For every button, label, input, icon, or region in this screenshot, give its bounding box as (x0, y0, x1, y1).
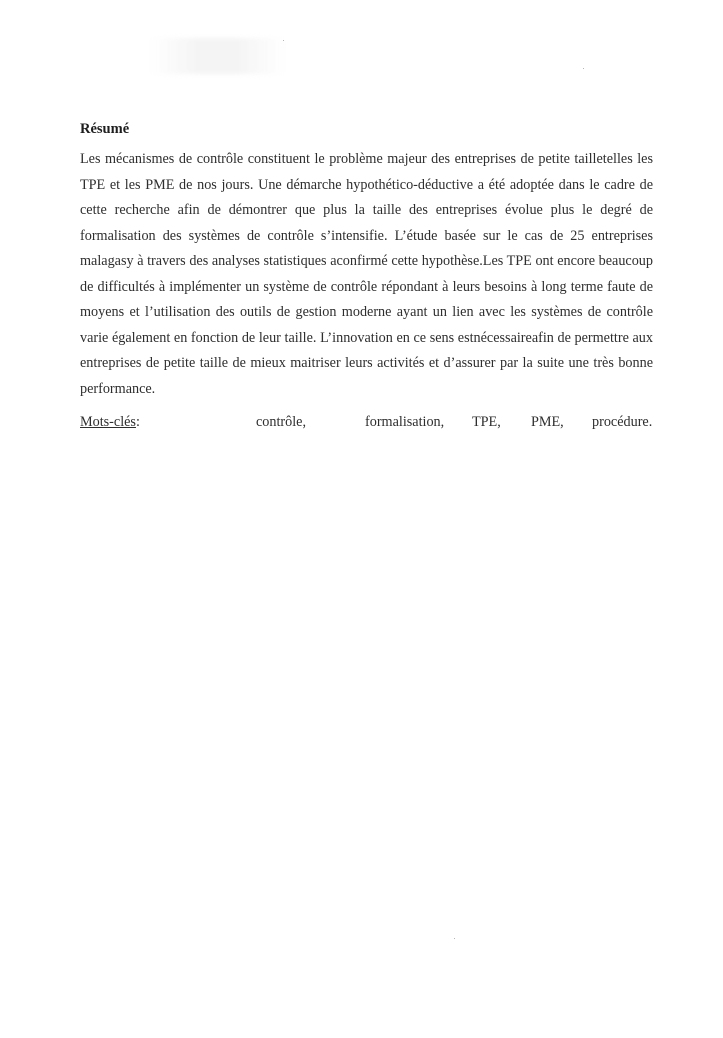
scan-speck (283, 40, 284, 41)
scan-speck (454, 938, 455, 939)
scan-speck (583, 68, 584, 69)
keyword-item: contrôle, (256, 414, 307, 430)
keywords-separator: : (135, 414, 140, 430)
abstract-heading: Résumé (80, 121, 130, 137)
keyword-item: formalisation, (365, 414, 445, 430)
keywords-label (80, 414, 140, 431)
keyword-item: PME, (531, 414, 564, 430)
keyword-item: TPE, (472, 414, 501, 430)
abstract-body: Les mécanismes de contrôle constituent le problème majeur des entreprises de petite tailletelles les TPE et les PME de nos jours. Une démarche hypothético-déductive a été adoptée dans le cadre de cette recherche afin de démontrer que plus la taille des entreprises évolue plus le degré de formalisation des systèmes de contrôle s’intensifie. L’étude basée sur le cas de 25 entreprises malagasy à travers des analyses statistiques aconfirmé cette hypothèse.Les TPE ont encore beaucoup de difficultés à implémenter un système de contrôle répondant à leurs besoins à long terme faute de moyens et l’utilisation des outils de gestion moderne ayant un lien avec les systèmes de contrôle varie également en fonction de leur taille. L’innovation en ce sens estnécessaireafin de permettre aux entreprises de petite taille de mieux maitriser leurs activités et d’assurer par la suite une très bonne performance. (80, 151, 653, 397)
scan-smudge (150, 38, 285, 74)
keywords-label-text: Mots-clés (80, 414, 136, 430)
keyword-item: procédure. (592, 414, 653, 430)
